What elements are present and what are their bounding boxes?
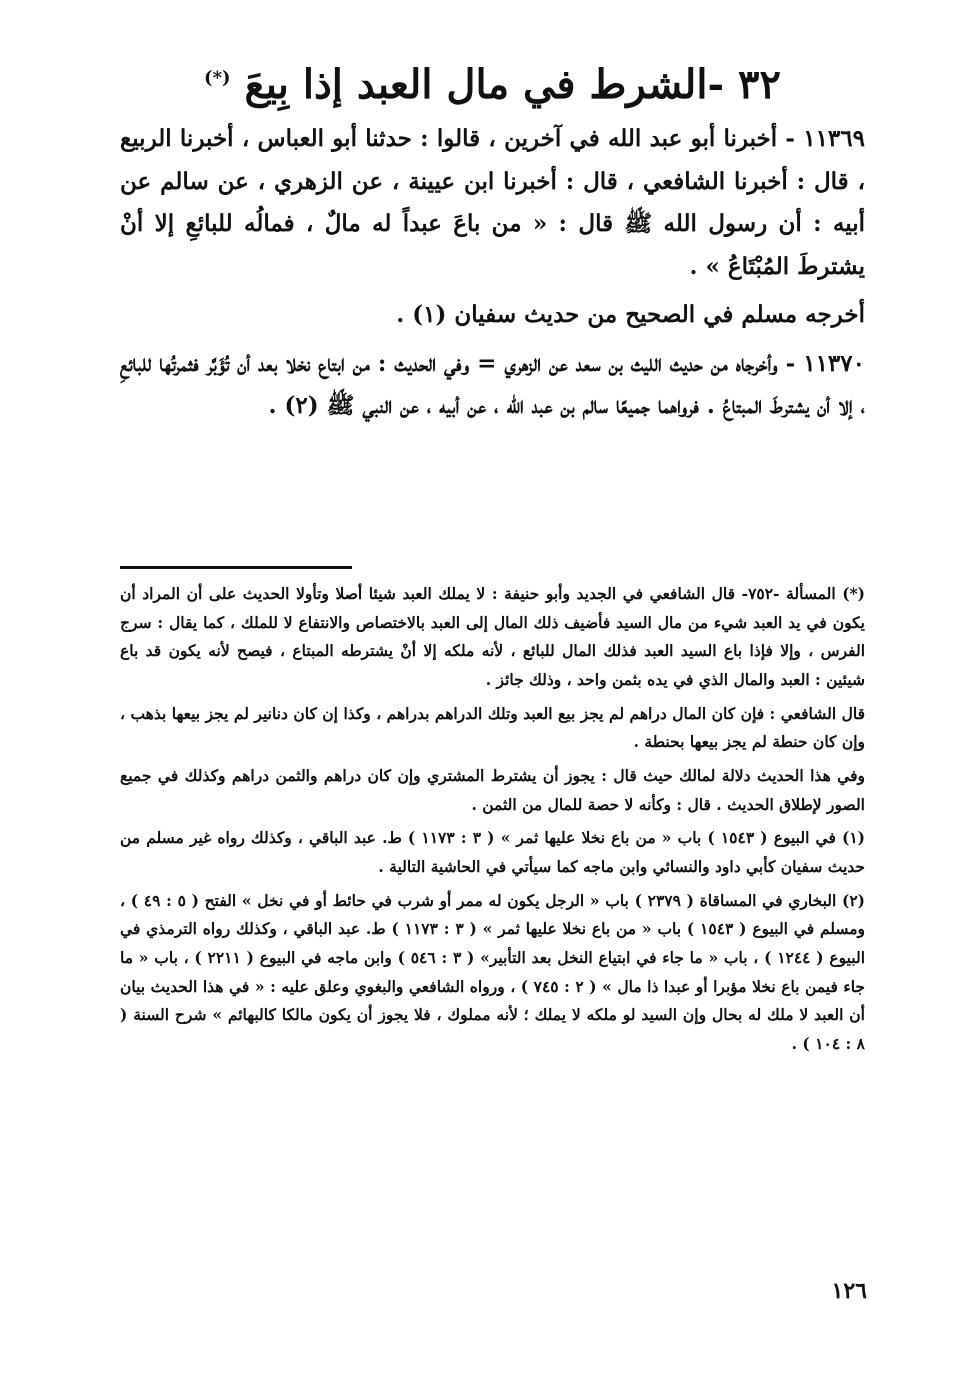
- page-number: ١٢٦: [831, 1278, 867, 1304]
- footnote-malik: وفي هذا الحديث دلالة لمالك حيث قال : يجوز أن يشترط المشتري وإن كان دراهم والثمن دراهم وكذلك في جميع الصور لإطلاق الحديث . قال : وكأنه لا حصة للمال من الثمن .: [120, 766, 865, 814]
- chapter-title-text: ٣٢ -الشرط في مال العبد إذا بِيعَ: [244, 61, 781, 108]
- footnote-2: (٢) البخاري في المساقاة ( ٢٣٧٩ ) باب « الرجل يكون له ممر أو شرب في حائط أو في نخل » الفتح ( ٥ : ٤٩ ) ، ومسلم في البيوع ( ١٥٤٣ ) باب « من باع نخلا عليها ثمر » ( ٣ : ١١٧٣ ) ط. عبد الباقي ، وكذلك رواه الترمذي في البيوع ( ١٢٤٤ ) ، باب « ما جاء في ابتياع النخل بعد التأبير» ( ٣ : ٥٤٦ ) وابن ماجه في البيوع ( ٢٢١١ ) ، باب « ما جاء فيمن باع نخلا مؤبرا أو عبدا ذا مال » ( ٢ : ٧٤٥ ) ، ورواه الشافعي والبغوي وعلق عليه : « في هذا الحديث بيان أن العبد لا ملك له بحال وإن السيد لو ملكه لا يملك ؛ لأنه مملوك ، فلا يجوز أن يكون مالكا كالبهائم » شرح السنة ( ٨ : ١٠٤ ) .: [120, 890, 866, 1054]
- footnote-separator: [120, 566, 352, 569]
- footnotes: [120, 580, 865, 1064]
- hadith-11370: ١١٣٧٠ - وأخرجاه من حديث الليث بن سعد عن الزهري = وفي الحديث : من ابتاع نخلا بعد أن تُؤَبَّر فثمرتُها للبائعِ ، إلا أن يشترطَ المبتاعُ . فرواهما جميعًا سالم بن عبد الله ، عن أبيه ، عن النبي ﷺ (٢) .: [120, 349, 865, 420]
- chapter-title: [120, 60, 865, 110]
- takhrij-muslim: أخرجه مسلم في الصحيح من حديث سفيان (١) .: [396, 301, 865, 329]
- body-text: [120, 118, 865, 428]
- main-content: [120, 60, 865, 434]
- title-footnote-marker: (*): [204, 67, 231, 89]
- hadith-11369: ١١٣٦٩ - أخبرنا أبو عبد الله في آخرين ، قالوا : حدثنا أبو العباس ، أخبرنا الربيع ، قال : أخبرنا الشافعي ، قال : أخبرنا ابن عيينة ، عن الزهري ، عن سالم عن أبيه : أن رسول الله ﷺ قال : « من باعَ عبداً له مالٌ ، فمالُه للبائعِ إلا أنْ يشترطَ المُبْتَاعُ » .: [120, 125, 865, 280]
- footnote-1: (١) في البيوع ( ١٥٤٣ ) باب « من باع نخلا عليها ثمر » ( ٣ : ١١٧٣ ) ط. عبد الباقي ، وكذلك رواه غير مسلم من حديث سفيان كأبي داود والنسائي وابن ماجه كما سيأتي في الحاشية التالية .: [120, 828, 865, 877]
- footnote-star: (*) المسألة -٧٥٢- قال الشافعي في الجديد وأبو حنيفة : لا يملك العبد شيئا أصلا وتأولا الحديث على أن المراد أن يكون في يد العبد شيء من مال السيد فأضيف ذلك المال إلى العبد بالاختصاص والانتفاع لا للملك ، كما يقال : سرج الفرس ، وإلا فإذا باع السيد العبد فذلك المال للبائع ، لأنه ملكه إلا أنْ يشترطه المبتاع ، فيصح لأنه يكون قد باع شيئين : العبد والمال الذي في يده بثمن واحد ، وذلك جائز .: [120, 584, 866, 690]
- footnote-shafii: قال الشافعي : فإن كان المال دراهم لم يجز بيع العبد وتلك الدراهم بدراهم ، وكذا إن كان دنانير لم يجز بيعها بذهب ، وإن كان حنطة لم يجز بيعها بحنطة .: [120, 703, 865, 752]
